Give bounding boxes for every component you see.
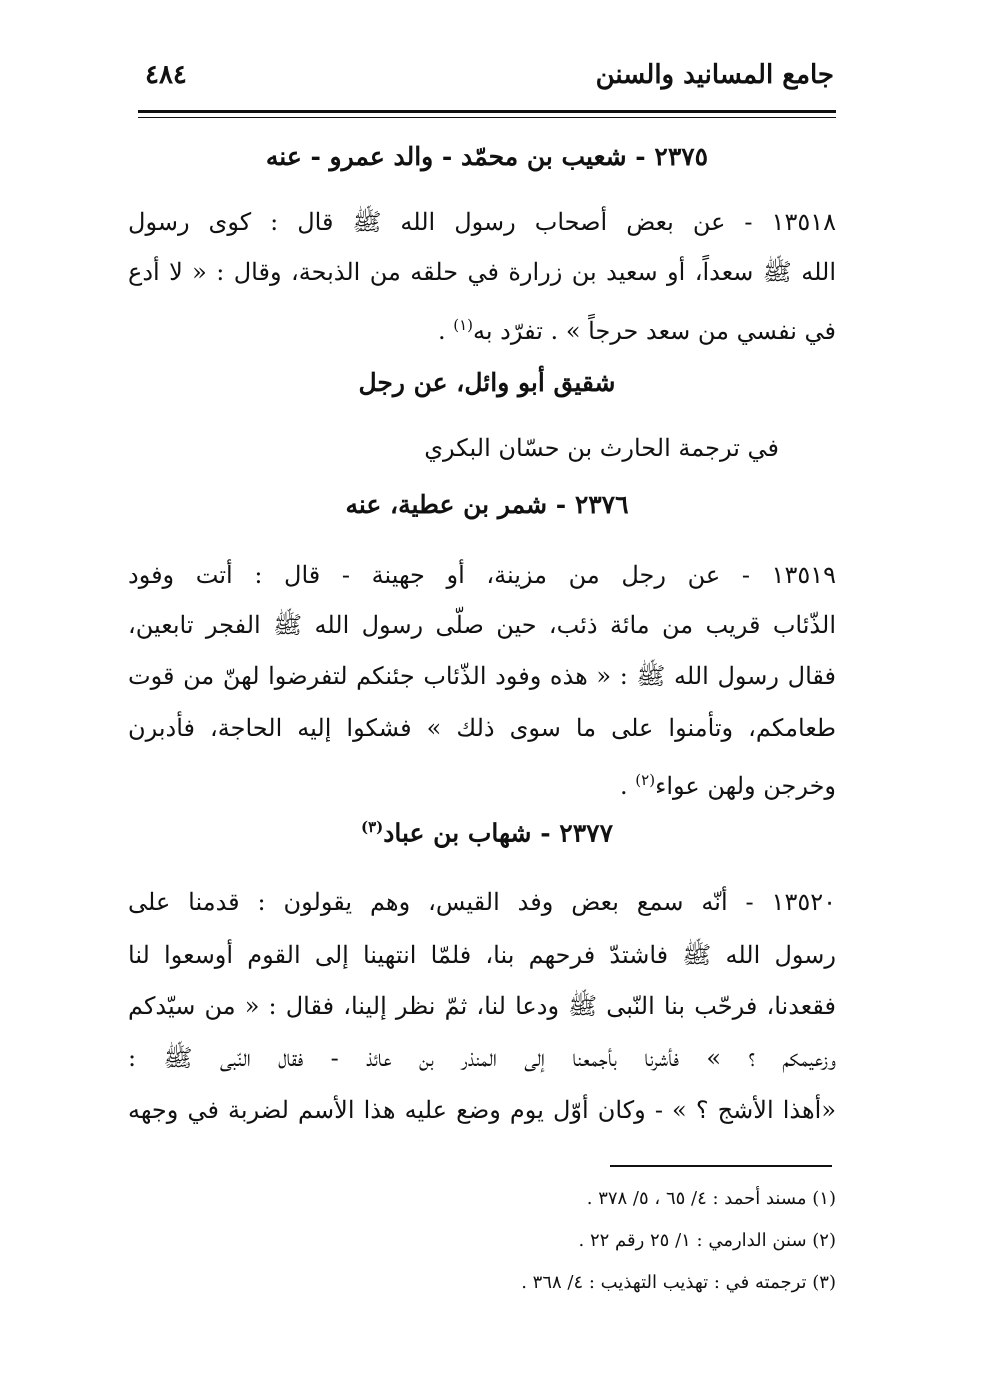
footnote-ref: (٣): [360, 818, 384, 836]
text-line: طعامكم، وتأمنوا على ما سوى ذلك » فشكوا إليه الحاجة، فأدبرن: [128, 714, 836, 742]
header-rule-thin: [138, 117, 836, 118]
section-heading-2376: ٢٣٧٦ - شمر بن عطية، عنه: [345, 490, 629, 519]
text-line-content: وخرجن ولهن عواء: [655, 772, 836, 800]
footnote-1: (١) مسند أحمد : ٤/ ٦٥ ، ٥/ ٣٧٨ .: [586, 1188, 836, 1209]
text-line: [128, 305, 836, 345]
section-heading-text: ٢٣٧٧ - شهاب بن عباد: [383, 818, 613, 848]
text-line: ١٣٥١٩ - عن رجل من مزينة، أو جهينة - قال : أتت وفود: [128, 561, 836, 589]
line-end: .: [620, 772, 636, 800]
footnote-ref: (١): [453, 316, 473, 334]
footnote-2: (٢) سنن الدارمي : ١/ ٢٥ رقم ٢٢ .: [578, 1230, 836, 1251]
footnote-ref: (٢): [635, 771, 656, 789]
text-line: فقعدنا، فرحّب بنا النّبى ﷺ ودعا لنا، ثمّ نظر إلينا، فقال : « من سيّدكم: [128, 992, 836, 1020]
header-rule-thick: [138, 110, 836, 113]
text-line: فقال رسول الله ﷺ : « هذه وفود الذّئاب جئنكم لتفرضوا لهنّ من قوت: [128, 662, 836, 690]
text-line: وزعيمكم ؟ » فأشرنا بأجمعنا إلى المنذر بن عائذ - فقال النّبى ﷺ :: [128, 1044, 836, 1072]
section-heading-2375: ٢٣٧٥ - شعيب بن محمّد - والد عمرو - عنه: [265, 142, 709, 171]
text-line: رسول الله ﷺ فاشتدّ فرحهم بنا، فلمّا انتهينا إلى القوم أوسعوا لنا: [128, 941, 836, 969]
text-line: ١٣٥١٨ - عن بعض أصحاب رسول الله ﷺ قال : كوى رسول: [128, 208, 836, 236]
footnote-rule: [610, 1165, 832, 1167]
text-line: «أهذا الأشج ؟ » - وكان أوّل يوم وضع عليه هذا الأسم لضربة في وجهه: [128, 1096, 836, 1124]
text-line-content: في نفسي من سعد حرجاً » . تفرّد به: [473, 317, 836, 345]
line-end: .: [437, 317, 454, 345]
text-line: الله ﷺ سعداً، أو سعيد بن زرارة في حلقه من الذبحة، وقال : « لا أدع: [128, 258, 836, 286]
text-line: الذّئاب قريب من مائة ذئب، حين صلّى رسول الله ﷺ الفجر تابعين،: [128, 611, 836, 639]
section-heading-2377: [138, 818, 836, 847]
running-title: جامع المسانيد والسنن: [595, 60, 834, 90]
section-heading-shaqiq: شقيق أبو وائل، عن رجل: [358, 368, 616, 397]
cross-reference-line: في ترجمة الحارث بن حسّان البكري: [424, 434, 779, 462]
text-line: ١٣٥٢٠ - أنّه سمع بعض وفد القيس، وهم يقولون : قدمنا على: [128, 888, 836, 916]
footnote-3: (٣) ترجمته في : تهذيب التهذيب : ٤/ ٣٦٨ .: [521, 1272, 836, 1293]
page-number: ٤٨٤: [145, 60, 187, 90]
text-line: [128, 760, 836, 800]
